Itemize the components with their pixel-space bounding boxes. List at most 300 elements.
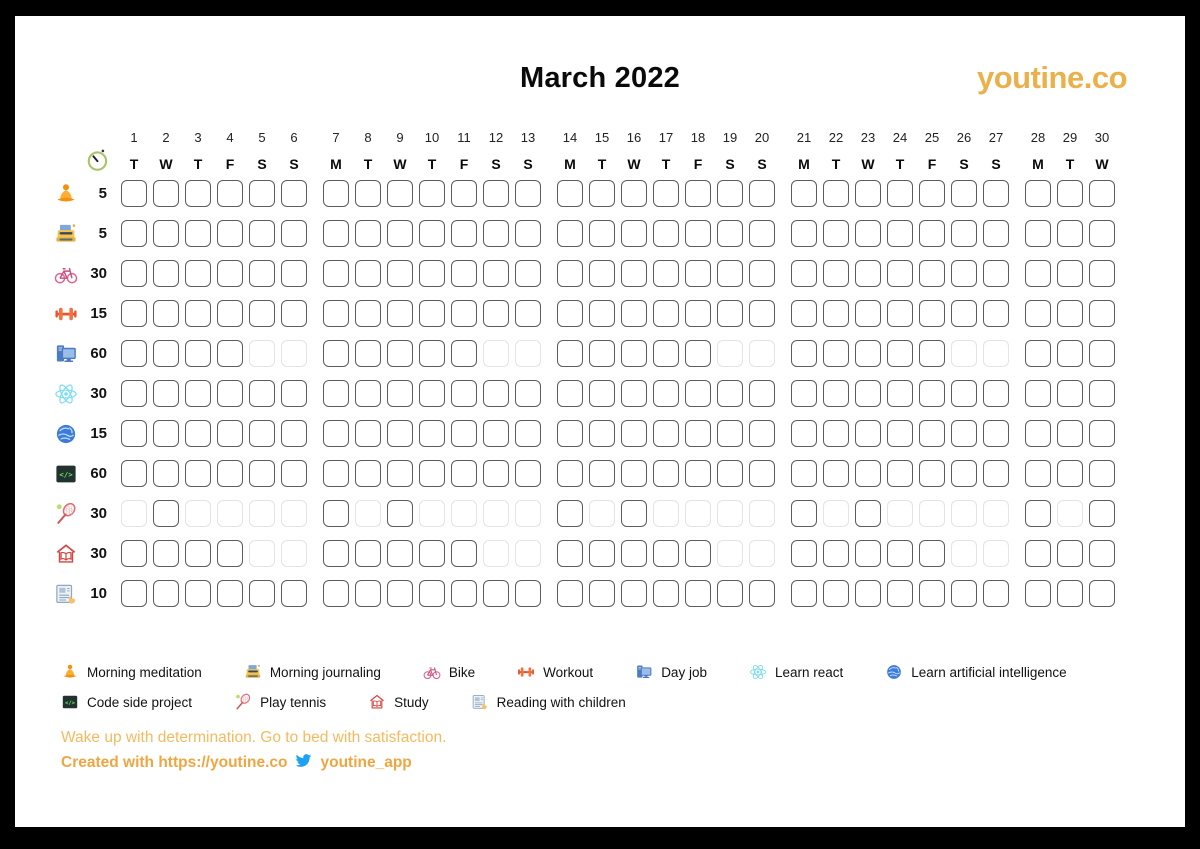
habit-checkbox[interactable] (621, 500, 647, 527)
habit-checkbox[interactable] (387, 460, 413, 487)
habit-checkbox[interactable] (717, 420, 743, 447)
habit-checkbox[interactable] (515, 380, 541, 407)
habit-checkbox[interactable] (653, 460, 679, 487)
habit-checkbox[interactable] (823, 420, 849, 447)
habit-checkbox[interactable] (1025, 460, 1051, 487)
habit-checkbox[interactable] (387, 300, 413, 327)
habit-checkbox[interactable] (557, 180, 583, 207)
habit-checkbox[interactable] (791, 220, 817, 247)
habit-checkbox[interactable] (1025, 580, 1051, 607)
habit-checkbox[interactable] (483, 260, 509, 287)
habit-checkbox[interactable] (983, 180, 1009, 207)
habit-checkbox[interactable] (121, 540, 147, 567)
habit-checkbox[interactable] (621, 300, 647, 327)
habit-checkbox[interactable] (887, 340, 913, 367)
habit-checkbox[interactable] (217, 540, 243, 567)
habit-checkbox[interactable] (451, 220, 477, 247)
habit-checkbox[interactable] (387, 180, 413, 207)
habit-checkbox[interactable] (515, 180, 541, 207)
habit-checkbox[interactable] (515, 420, 541, 447)
habit-checkbox[interactable] (621, 340, 647, 367)
habit-checkbox[interactable] (185, 180, 211, 207)
habit-checkbox[interactable] (589, 380, 615, 407)
habit-checkbox[interactable] (791, 500, 817, 527)
habit-checkbox[interactable] (217, 380, 243, 407)
habit-checkbox[interactable] (153, 580, 179, 607)
habit-checkbox[interactable] (887, 260, 913, 287)
habit-checkbox[interactable] (1057, 340, 1083, 367)
habit-checkbox[interactable] (419, 300, 445, 327)
habit-checkbox[interactable] (685, 380, 711, 407)
habit-checkbox[interactable] (983, 260, 1009, 287)
habit-checkbox[interactable] (323, 180, 349, 207)
habit-checkbox[interactable] (791, 260, 817, 287)
habit-checkbox[interactable] (451, 580, 477, 607)
habit-checkbox[interactable] (185, 460, 211, 487)
habit-checkbox[interactable] (483, 180, 509, 207)
habit-checkbox[interactable] (1089, 300, 1115, 327)
habit-checkbox[interactable] (1025, 540, 1051, 567)
habit-checkbox[interactable] (589, 580, 615, 607)
habit-checkbox[interactable] (589, 340, 615, 367)
habit-checkbox[interactable] (823, 460, 849, 487)
brain-icon (885, 663, 903, 681)
habit-checkbox[interactable] (717, 460, 743, 487)
habit-checkbox[interactable] (557, 300, 583, 327)
habit-checkbox[interactable] (919, 180, 945, 207)
habit-checkbox[interactable] (185, 340, 211, 367)
habit-checkbox[interactable] (153, 220, 179, 247)
habit-checkbox[interactable] (653, 340, 679, 367)
habit-checkbox[interactable] (451, 460, 477, 487)
habit-checkbox[interactable] (515, 300, 541, 327)
habit-checkbox[interactable] (983, 300, 1009, 327)
habit-checkbox[interactable] (653, 420, 679, 447)
habit-checkbox[interactable] (1025, 180, 1051, 207)
habit-checkbox[interactable] (887, 300, 913, 327)
habit-checkbox[interactable] (323, 580, 349, 607)
habit-checkbox[interactable] (387, 540, 413, 567)
habit-checkbox[interactable] (717, 580, 743, 607)
habit-checkbox[interactable] (387, 500, 413, 527)
habit-checkbox[interactable] (685, 420, 711, 447)
habit-checkbox[interactable] (355, 380, 381, 407)
habit-checkbox[interactable] (217, 260, 243, 287)
habit-checkbox[interactable] (823, 300, 849, 327)
habit-checkbox[interactable] (887, 580, 913, 607)
habit-checkbox[interactable] (217, 220, 243, 247)
habit-checkbox[interactable] (589, 180, 615, 207)
habit-checkbox[interactable] (823, 580, 849, 607)
habit-checkbox[interactable] (1025, 220, 1051, 247)
habit-checkbox[interactable] (887, 420, 913, 447)
habit-checkbox[interactable] (951, 460, 977, 487)
habit-checkbox[interactable] (717, 180, 743, 207)
habit-checkbox[interactable] (557, 220, 583, 247)
habit-checkbox[interactable] (749, 380, 775, 407)
habit-checkbox[interactable] (557, 260, 583, 287)
habit-checkbox[interactable] (621, 580, 647, 607)
habit-checkbox[interactable] (451, 260, 477, 287)
habit-checkbox[interactable] (281, 580, 307, 607)
habit-checkbox[interactable] (1025, 420, 1051, 447)
habit-checkbox[interactable] (557, 540, 583, 567)
habit-checkbox[interactable] (483, 580, 509, 607)
habit-checkbox[interactable] (621, 260, 647, 287)
habit-checkbox[interactable] (621, 460, 647, 487)
habit-checkbox[interactable] (653, 580, 679, 607)
habit-checkbox[interactable] (887, 460, 913, 487)
habit-checkbox[interactable] (515, 260, 541, 287)
habit-checkbox[interactable] (685, 220, 711, 247)
habit-checkbox[interactable] (515, 580, 541, 607)
habit-checkbox[interactable] (451, 540, 477, 567)
habit-checkbox[interactable] (355, 460, 381, 487)
habit-checkbox[interactable] (217, 420, 243, 447)
habit-checkbox[interactable] (387, 580, 413, 607)
habit-checkbox[interactable] (1025, 300, 1051, 327)
habit-checkbox[interactable] (855, 500, 881, 527)
habit-checkbox[interactable] (483, 420, 509, 447)
habit-checkbox[interactable] (355, 260, 381, 287)
habit-checkbox[interactable] (557, 420, 583, 447)
habit-checkbox[interactable] (919, 260, 945, 287)
habit-checkbox[interactable] (951, 260, 977, 287)
habit-checkbox[interactable] (249, 460, 275, 487)
habit-checkbox[interactable] (355, 180, 381, 207)
habit-checkbox[interactable] (1025, 380, 1051, 407)
habit-checkbox[interactable] (323, 300, 349, 327)
twitter-handle[interactable]: youtine_app (320, 754, 412, 771)
habit-checkbox[interactable] (451, 380, 477, 407)
habit-checkbox[interactable] (1057, 380, 1083, 407)
habit-checkbox[interactable] (249, 380, 275, 407)
habit-checkbox[interactable] (717, 380, 743, 407)
habit-checkbox[interactable] (249, 420, 275, 447)
habit-checkbox[interactable] (1089, 500, 1115, 527)
habit-checkbox[interactable] (323, 260, 349, 287)
habit-checkbox[interactable] (185, 260, 211, 287)
habit-checkbox[interactable] (653, 220, 679, 247)
habit-checkbox[interactable] (951, 380, 977, 407)
habit-checkbox[interactable] (249, 180, 275, 207)
habit-checkbox[interactable] (153, 260, 179, 287)
habit-checkbox[interactable] (653, 260, 679, 287)
habit-checkbox[interactable] (355, 300, 381, 327)
habit-checkbox[interactable] (653, 180, 679, 207)
habit-checkbox[interactable] (515, 460, 541, 487)
habit-checkbox[interactable] (791, 540, 817, 567)
habit-checkbox[interactable] (685, 540, 711, 567)
habit-checkbox[interactable] (387, 340, 413, 367)
habit-checkbox[interactable] (217, 300, 243, 327)
habit-checkbox[interactable] (589, 300, 615, 327)
habit-checkbox[interactable] (1057, 180, 1083, 207)
habit-checkbox[interactable] (1089, 420, 1115, 447)
habit-checkbox[interactable] (749, 220, 775, 247)
habit-checkbox[interactable] (557, 460, 583, 487)
habit-checkbox[interactable] (1057, 220, 1083, 247)
habit-checkbox[interactable] (791, 420, 817, 447)
habit-checkbox[interactable] (153, 380, 179, 407)
habit-checkbox[interactable] (515, 220, 541, 247)
habit-checkbox[interactable] (355, 420, 381, 447)
habit-checkbox[interactable] (1025, 500, 1051, 527)
habit-checkbox[interactable] (217, 460, 243, 487)
habit-checkbox[interactable] (281, 460, 307, 487)
habit-checkbox[interactable] (1057, 580, 1083, 607)
habit-checkbox[interactable] (387, 220, 413, 247)
habit-checkbox[interactable] (621, 180, 647, 207)
habit-checkbox[interactable] (685, 580, 711, 607)
habit-checkbox[interactable] (249, 580, 275, 607)
habit-checkbox[interactable] (717, 260, 743, 287)
habit-checkbox[interactable] (951, 420, 977, 447)
habit-checkbox[interactable] (153, 340, 179, 367)
habit-checkbox[interactable] (557, 580, 583, 607)
habit-checkbox[interactable] (653, 540, 679, 567)
habit-checkbox[interactable] (685, 180, 711, 207)
habit-checkbox[interactable] (685, 260, 711, 287)
habit-checkbox[interactable] (791, 460, 817, 487)
habit-checkbox[interactable] (621, 380, 647, 407)
habit-checkbox[interactable] (185, 420, 211, 447)
habit-checkbox[interactable] (621, 220, 647, 247)
habit-checkbox[interactable] (919, 380, 945, 407)
habit-checkbox[interactable] (749, 260, 775, 287)
habit-checkbox[interactable] (855, 540, 881, 567)
habit-checkbox[interactable] (589, 420, 615, 447)
habit-checkbox[interactable] (823, 260, 849, 287)
habit-checkbox[interactable] (451, 180, 477, 207)
habit-checkbox[interactable] (1025, 340, 1051, 367)
habit-checkbox[interactable] (419, 260, 445, 287)
habit-checkbox[interactable] (355, 580, 381, 607)
habit-checkbox[interactable] (281, 420, 307, 447)
habit-checkbox[interactable] (919, 460, 945, 487)
habit-checkbox[interactable] (557, 340, 583, 367)
habit-checkbox[interactable] (557, 500, 583, 527)
created-with-link[interactable]: Created with https://youtine.co (61, 754, 288, 771)
habit-checkbox[interactable] (621, 540, 647, 567)
habit-checkbox[interactable] (685, 460, 711, 487)
habit-checkbox[interactable] (153, 300, 179, 327)
habit-checkbox[interactable] (589, 460, 615, 487)
habit-checkbox[interactable] (749, 580, 775, 607)
habit-checkbox[interactable] (589, 540, 615, 567)
habit-checkbox[interactable] (1089, 340, 1115, 367)
habit-checkbox[interactable] (323, 220, 349, 247)
habit-checkbox[interactable] (153, 460, 179, 487)
habit-checkbox[interactable] (983, 580, 1009, 607)
habit-checkbox[interactable] (653, 380, 679, 407)
habit-checkbox[interactable] (419, 580, 445, 607)
habit-checkbox[interactable] (919, 300, 945, 327)
habit-checkbox[interactable] (1057, 540, 1083, 567)
habit-checkbox[interactable] (153, 540, 179, 567)
habit-checkbox[interactable] (153, 500, 179, 527)
habit-checkbox[interactable] (121, 380, 147, 407)
habit-checkbox[interactable] (1057, 460, 1083, 487)
habit-checkbox[interactable] (717, 300, 743, 327)
habit-checkbox[interactable] (791, 380, 817, 407)
habit-checkbox[interactable] (121, 300, 147, 327)
habit-checkbox[interactable] (323, 460, 349, 487)
habit-checkbox[interactable] (419, 540, 445, 567)
habit-checkbox[interactable] (387, 260, 413, 287)
habit-checkbox[interactable] (217, 180, 243, 207)
habit-checkbox[interactable] (121, 260, 147, 287)
habit-checkbox[interactable] (153, 420, 179, 447)
habit-checkbox[interactable] (685, 300, 711, 327)
habit-checkbox[interactable] (451, 300, 477, 327)
habit-checkbox[interactable] (855, 580, 881, 607)
day-number: 19 (722, 130, 738, 145)
habit-checkbox[interactable] (483, 460, 509, 487)
habit-checkbox[interactable] (323, 380, 349, 407)
habit-checkbox[interactable] (823, 220, 849, 247)
habit-checkbox[interactable] (1057, 300, 1083, 327)
habit-checkbox[interactable] (121, 340, 147, 367)
habit-checkbox[interactable] (951, 300, 977, 327)
habit-checkbox[interactable] (791, 580, 817, 607)
habit-checkbox[interactable] (249, 220, 275, 247)
habit-checkbox[interactable] (919, 340, 945, 367)
habit-checkbox[interactable] (121, 220, 147, 247)
habit-checkbox[interactable] (855, 180, 881, 207)
habit-checkbox[interactable] (281, 180, 307, 207)
habit-checkbox[interactable] (823, 180, 849, 207)
habit-checkbox[interactable] (451, 420, 477, 447)
habit-checkbox[interactable] (483, 300, 509, 327)
habit-checkbox[interactable] (983, 460, 1009, 487)
habit-checkbox[interactable] (855, 380, 881, 407)
habit-checkbox[interactable] (185, 220, 211, 247)
habit-checkbox[interactable] (121, 420, 147, 447)
habit-checkbox[interactable] (951, 180, 977, 207)
habit-checkbox[interactable] (855, 420, 881, 447)
habit-checkbox[interactable] (217, 580, 243, 607)
habit-checkbox[interactable] (951, 220, 977, 247)
habit-checkbox[interactable] (355, 340, 381, 367)
habit-checkbox[interactable] (323, 420, 349, 447)
habit-checkbox[interactable] (823, 380, 849, 407)
habit-checkbox[interactable] (121, 460, 147, 487)
habit-checkbox[interactable] (919, 420, 945, 447)
habit-checkbox[interactable] (749, 180, 775, 207)
habit-checkbox[interactable] (621, 420, 647, 447)
habit-checkbox[interactable] (355, 220, 381, 247)
habit-checkbox[interactable] (185, 580, 211, 607)
habit-checkbox[interactable] (653, 300, 679, 327)
habit-checkbox[interactable] (749, 300, 775, 327)
habit-checkbox[interactable] (483, 380, 509, 407)
habit-checkbox[interactable] (281, 300, 307, 327)
habit-checkbox[interactable] (887, 220, 913, 247)
habit-checkbox[interactable] (185, 540, 211, 567)
habit-checkbox[interactable] (1057, 260, 1083, 287)
habit-checkbox[interactable] (419, 340, 445, 367)
habit-checkbox[interactable] (281, 260, 307, 287)
habit-checkbox[interactable] (1025, 260, 1051, 287)
week-group (791, 220, 1009, 247)
habit-checkbox[interactable] (451, 340, 477, 367)
habit-checkbox[interactable] (323, 340, 349, 367)
habit-checkbox[interactable] (951, 580, 977, 607)
habit-checkbox[interactable] (983, 420, 1009, 447)
habit-checkbox[interactable] (419, 180, 445, 207)
habit-checkbox[interactable] (823, 340, 849, 367)
habit-checkbox[interactable] (589, 220, 615, 247)
habit-checkbox[interactable] (387, 380, 413, 407)
habit-checkbox[interactable] (887, 380, 913, 407)
habit-checkbox[interactable] (1089, 460, 1115, 487)
habit-checkbox[interactable] (919, 220, 945, 247)
habit-checkbox[interactable] (249, 260, 275, 287)
habit-checkbox[interactable] (1089, 580, 1115, 607)
habit-checkbox[interactable] (887, 540, 913, 567)
habit-checkbox[interactable] (281, 220, 307, 247)
habit-checkbox[interactable] (153, 180, 179, 207)
habit-checkbox[interactable] (791, 340, 817, 367)
habit-checkbox[interactable] (217, 340, 243, 367)
habit-checkbox[interactable] (983, 380, 1009, 407)
habit-checkbox[interactable] (1057, 420, 1083, 447)
habit-checkbox[interactable] (791, 180, 817, 207)
habit-checkbox[interactable] (919, 580, 945, 607)
habit-checkbox[interactable] (855, 300, 881, 327)
habit-checkbox[interactable] (419, 460, 445, 487)
habit-checkbox[interactable] (121, 580, 147, 607)
habit-checkbox[interactable] (855, 220, 881, 247)
day-header-cell (855, 129, 881, 173)
habit-checkbox[interactable] (1089, 220, 1115, 247)
habit-checkbox[interactable] (983, 220, 1009, 247)
habit-checkbox[interactable] (419, 420, 445, 447)
habit-checkbox[interactable] (387, 420, 413, 447)
habit-checkbox[interactable] (185, 300, 211, 327)
habit-checkbox[interactable] (1089, 380, 1115, 407)
habit-checkbox[interactable] (685, 340, 711, 367)
house-book-icon (368, 693, 386, 711)
habit-checkbox[interactable] (791, 300, 817, 327)
habit-checkbox[interactable] (355, 540, 381, 567)
habit-checkbox[interactable] (557, 380, 583, 407)
habit-checkbox[interactable] (121, 180, 147, 207)
habit-checkbox[interactable] (323, 540, 349, 567)
habit-checkbox[interactable] (323, 500, 349, 527)
habit-checkbox[interactable] (1089, 180, 1115, 207)
habit-checkbox[interactable] (855, 260, 881, 287)
habit-checkbox[interactable] (1089, 540, 1115, 567)
habit-checkbox[interactable] (483, 220, 509, 247)
habit-checkbox[interactable] (249, 300, 275, 327)
habit-checkbox[interactable] (717, 220, 743, 247)
habit-checkbox[interactable] (419, 220, 445, 247)
habit-checkbox[interactable] (919, 540, 945, 567)
habit-checkbox[interactable] (749, 460, 775, 487)
habit-checkbox[interactable] (185, 380, 211, 407)
habit-checkbox[interactable] (589, 260, 615, 287)
habit-checkbox[interactable] (281, 380, 307, 407)
habit-checkbox[interactable] (887, 180, 913, 207)
habit-checkbox[interactable] (855, 340, 881, 367)
habit-checkbox[interactable] (855, 460, 881, 487)
habit-checkbox[interactable] (1089, 260, 1115, 287)
habit-checkbox[interactable] (749, 420, 775, 447)
habit-checkbox[interactable] (823, 540, 849, 567)
habit-checkbox[interactable] (419, 380, 445, 407)
